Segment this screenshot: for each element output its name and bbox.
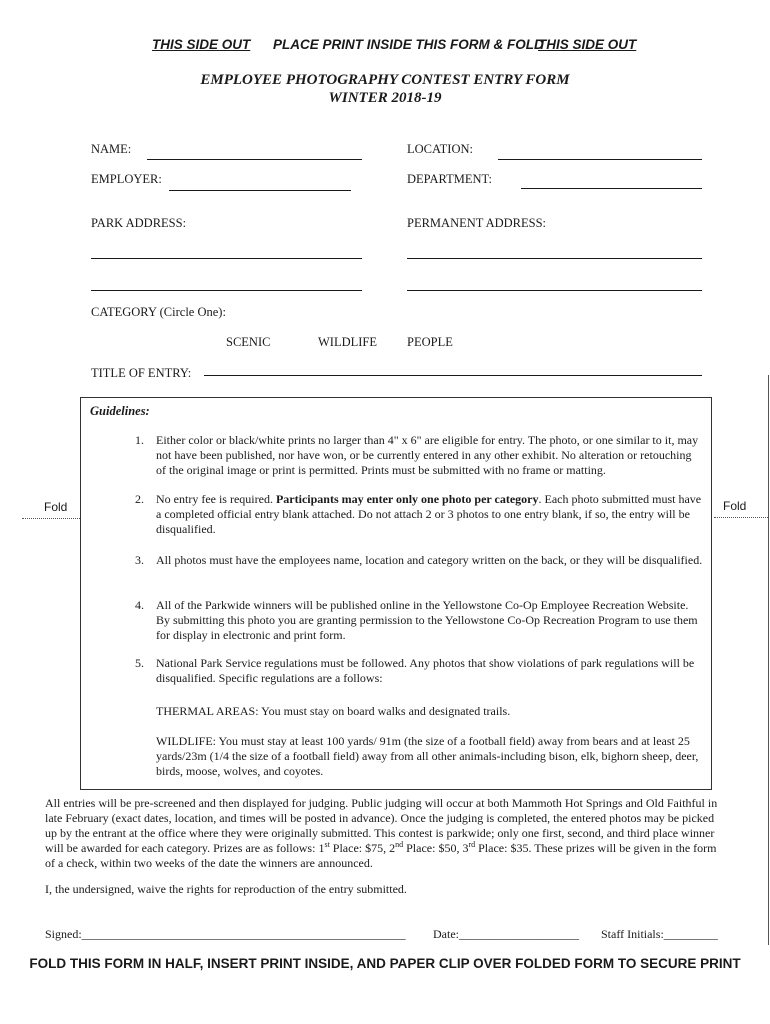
fold-label-right: Fold xyxy=(723,499,747,513)
form-subtitle: WINTER 2018-19 xyxy=(328,90,442,106)
wildlife-rule: WILDLIFE: You must stay at least 100 yards/ 91m (the size of a football field) away from bears and at least 25 yards/23m (1/4 the size of a football field) away from all other animals-including bison, elk, bighorn sheep, deer, birds, moose, wolves, and coyotes. xyxy=(156,734,699,778)
park-address-line-1[interactable] xyxy=(91,258,362,259)
guideline-2 xyxy=(156,492,704,537)
guideline-1: Either color or black/white prints no larger than 4" x 6" are eligible for entry. The photo, or one similar to it, may not have been published, nor have won, or be currently entered in any other exhibit. No alteration or retouching of the original image or print is permitted. Prints must be submitted with no frame or matting. xyxy=(156,433,699,477)
ordinal-nd: nd xyxy=(395,840,404,849)
fold-label-left: Fold xyxy=(44,500,68,514)
permanent-address-line-2[interactable] xyxy=(407,290,702,291)
department-label: DEPARTMENT: xyxy=(407,172,492,186)
department-field[interactable] xyxy=(521,188,702,189)
judging-text-3: Place: $50, 3 xyxy=(403,841,469,855)
guideline-number-5: 5. xyxy=(135,656,144,670)
ordinal-rd: rd xyxy=(468,840,476,849)
park-address-line-2[interactable] xyxy=(91,290,362,291)
category-option-wildlife[interactable]: WILDLIFE xyxy=(318,335,378,349)
fold-line-right xyxy=(714,517,768,518)
signed-field[interactable]: Signed:______________________________________________________ xyxy=(45,927,406,941)
ordinal-st: st xyxy=(324,840,330,849)
this-side-out-left: THIS SIDE OUT xyxy=(152,37,251,52)
category-option-people[interactable]: PEOPLE xyxy=(407,335,453,349)
guideline-number-1: 1. xyxy=(135,433,144,447)
judging-paragraph xyxy=(45,796,720,871)
employer-field[interactable] xyxy=(169,190,351,191)
guideline-number-4: 4. xyxy=(135,598,144,612)
title-of-entry-label: TITLE OF ENTRY: xyxy=(91,366,192,380)
guideline-2-bold: Participants may enter only one photo per category xyxy=(275,492,539,506)
staff-initials-field[interactable]: Staff Initials:_________ xyxy=(601,927,718,941)
location-field[interactable] xyxy=(498,159,702,160)
permanent-address-line-1[interactable] xyxy=(407,258,702,259)
name-label: NAME: xyxy=(91,142,132,156)
guideline-number-2: 2. xyxy=(135,492,144,506)
park-address-label: PARK ADDRESS: xyxy=(91,216,187,230)
guideline-4: All of the Parkwide winners will be published online in the Yellowstone Co-Op Employee Recreation Website. By submitting this photo you are granting permission to the Yellowstone Co-Op Recreation Program to use them for display in electronic and print form. xyxy=(156,598,698,642)
place-print-note: PLACE PRINT INSIDE THIS FORM & FOLD xyxy=(273,37,544,52)
thermal-areas-rule: THERMAL AREAS: You must stay on board walks and designated trails. xyxy=(156,704,511,718)
guideline-5: National Park Service regulations must be followed. Any photos that show violations of park regulations will be disqualified. Specific regulations are a follows: xyxy=(156,656,695,685)
judging-text-2: Place: $75, 2 xyxy=(329,841,396,855)
name-field[interactable] xyxy=(147,159,362,160)
fold-instructions: FOLD THIS FORM IN HALF, INSERT PRINT INSIDE, AND PAPER CLIP OVER FOLDED FORM TO SECURE PRINT xyxy=(29,956,741,971)
this-side-out-right: THIS SIDE OUT xyxy=(538,37,637,52)
title-of-entry-field[interactable] xyxy=(204,375,702,376)
guideline-number-3: 3. xyxy=(135,553,144,567)
judging-text-1: All entries will be pre-screened and then displayed for judging. Public judging will occur at both Mammoth Hot Springs and Old Faithful in late February (exact dates, location, and times will be posted in advance). Once the judging is completed, the entered photos may be picked up by the entrant at the office where they were originally submitted. This contest is parkwide; only one first, second, and third place winner will be awarded for each category. Prizes are as follows: 1 xyxy=(45,796,718,855)
category-label: CATEGORY (Circle One): xyxy=(91,305,226,319)
judging-text-4: Place: $35. These prizes will be given in the form of a check, within two weeks of the date the winners are announced. xyxy=(45,841,717,870)
waiver-statement: I, the undersigned, waive the rights for reproduction of the entry submitted. xyxy=(45,882,407,896)
form-title: EMPLOYEE PHOTOGRAPHY CONTEST ENTRY FORM xyxy=(200,72,570,88)
page-edge-rule xyxy=(768,375,769,945)
category-option-scenic[interactable]: SCENIC xyxy=(226,335,271,349)
employer-label: EMPLOYER: xyxy=(91,172,162,186)
date-field[interactable]: Date:____________________ xyxy=(433,927,579,941)
permanent-address-label: PERMANENT ADDRESS: xyxy=(407,216,547,230)
location-label: LOCATION: xyxy=(407,142,473,156)
guideline-3: All photos must have the employees name, location and category written on the back, or they will be disqualified. xyxy=(156,553,703,567)
fold-line-left xyxy=(22,518,80,519)
guidelines-heading: Guidelines: xyxy=(90,404,150,418)
guideline-2-post: . Each photo submitted must have a completed official entry blank attached. Do not attach 2 or 3 photos to one entry blank, if so, the entry will be disqualified. xyxy=(156,492,702,536)
guideline-2-pre: No entry fee is required. xyxy=(156,492,276,506)
